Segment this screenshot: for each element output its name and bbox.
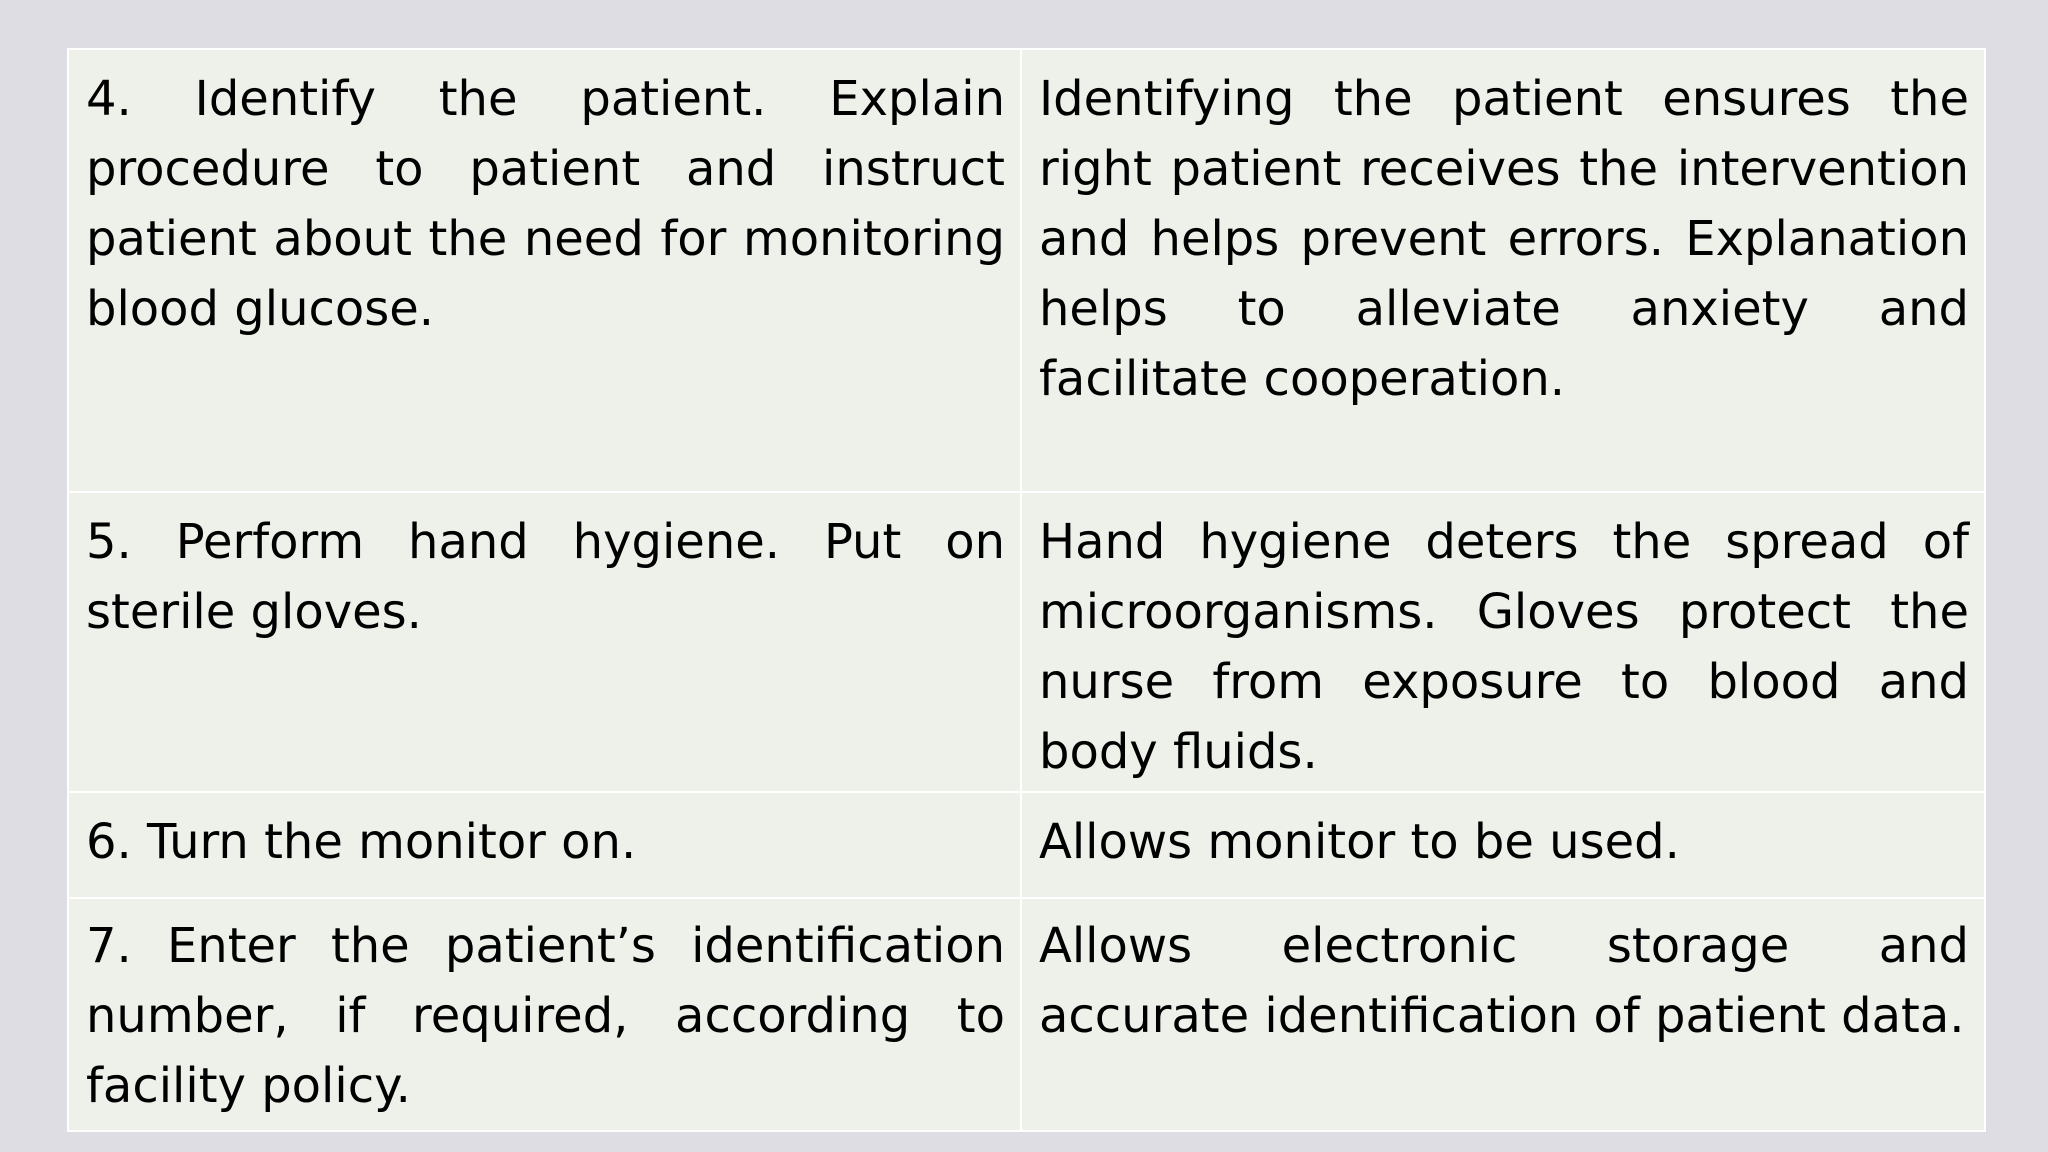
procedure-table <box>67 48 1986 1132</box>
table-row <box>68 49 1985 492</box>
step-cell: 7. Enter the patient’s identification number, if required, according to facility policy. <box>68 898 1021 1131</box>
step-cell: 4. Identify the patient. Explain procedure to patient and instruct patient about the need for monitoring blood glucose. <box>68 49 1021 492</box>
table-row <box>68 898 1985 1131</box>
step-cell: 5. Perform hand hygiene. Put on sterile gloves. <box>68 492 1021 792</box>
table-row <box>68 792 1985 898</box>
step-cell: 6. Turn the monitor on. <box>68 792 1021 898</box>
rationale-cell: Hand hygiene deters the spread of microorganisms. Gloves protect the nurse from exposure to blood and body fluids. <box>1021 492 1985 792</box>
table-row <box>68 492 1985 792</box>
rationale-cell: Identifying the patient ensures the right patient receives the intervention and helps prevent errors. Explanation helps to alleviate anxiety and facilitate cooperation. <box>1021 49 1985 492</box>
rationale-cell: Allows monitor to be used. <box>1021 792 1985 898</box>
rationale-cell: Allows electronic storage and accurate identification of patient data. <box>1021 898 1985 1131</box>
